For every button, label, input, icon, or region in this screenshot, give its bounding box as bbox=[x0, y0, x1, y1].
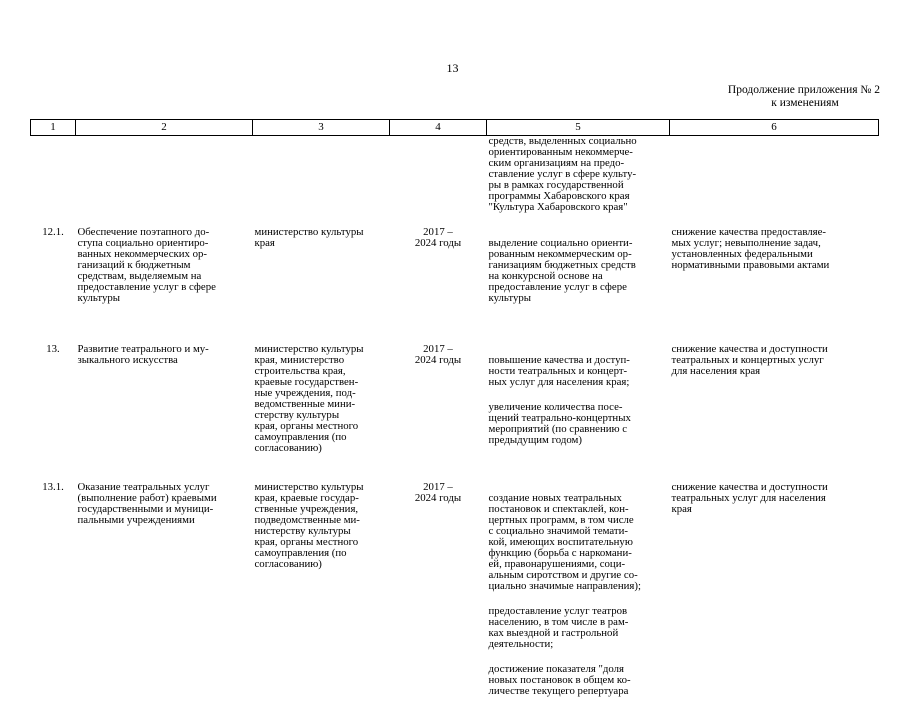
table-row-carry-over bbox=[31, 136, 879, 214]
column-header: 6 bbox=[670, 120, 879, 136]
column-header: 2 bbox=[76, 120, 253, 136]
row-consequences: снижение качества и доступности театральных и концертных услуг для населения края bbox=[671, 343, 828, 377]
row-period: 2017 – 2024 годы bbox=[414, 481, 462, 504]
row-consequences: снижение качества предоставляе- мых услуг; невыполнение задач, установленных федеральными нормативными правовыми актами bbox=[671, 226, 830, 271]
row-executor: министерство культуры края, краевые государ- ственные учреждения, подведомственные ми- нистерству культуры края, органы местного самоуправления (по согласованию) bbox=[254, 481, 364, 570]
result-item: создание новых театральных постановок и спектаклей, кон- цертных программ, в том числе с социально значимой темати- кой, имеющих воспитательную функцию (борьба с наркомани- ей, правонарушениями, соци- альным сиротством и другие со- циально значимые направления); bbox=[488, 492, 641, 592]
page-number: 13 bbox=[446, 61, 459, 75]
row-period: 2017 – 2024 годы bbox=[414, 226, 462, 249]
row-results bbox=[487, 344, 670, 460]
continuation-note bbox=[690, 84, 880, 110]
row-name: Развитие театрального и му- зыкального искусства bbox=[77, 343, 209, 366]
result-item: предоставление услуг театров населению, в том числе в рам- ках выездной и гастрольной деятельности; bbox=[488, 605, 629, 650]
row-period: 2017 – 2024 годы bbox=[414, 343, 462, 366]
row-number: 13. bbox=[46, 343, 60, 355]
result-item: выделение социально ориенти- рованным некоммерческим ор- ганизациям бюджетных средств на конкурсной основе на предоставление услуг в сфере культуры bbox=[488, 237, 636, 304]
table-row bbox=[31, 482, 879, 711]
row-number: 12.1. bbox=[42, 226, 64, 238]
carry-over-text: средств, выделенных социально ориентированным некоммерче- ским организациям на предо- ставление услуг в сфере культу- ры в рамках государственной программы Хабаровского края "Культура Хабаровского края" bbox=[488, 135, 637, 213]
row-executor: министерство культуры края bbox=[254, 226, 364, 249]
continuation-line-1: Продолжение приложения № 2 bbox=[727, 84, 880, 96]
row-executor: министерство культуры края, министерство строительства края, краевые государствен- ные учреждения, под- ведомственные мини- стерству культуры края, органы местного самоуправления (по согласованию) bbox=[254, 343, 364, 454]
result-item: достижение показателя "доля новых постановок в общем ко- личестве текущего репертуара bbox=[488, 663, 631, 697]
column-header: 5 bbox=[487, 120, 670, 136]
result-item: повышение качества и доступ- ности театральных и концерт- ных услуг для населения края; bbox=[488, 354, 630, 388]
row-number: 13.1. bbox=[42, 481, 64, 493]
activities-table bbox=[30, 119, 879, 711]
row-results bbox=[487, 227, 670, 318]
row-name: Обеспечение поэтапного до- ступа социально ориентиро- ванных некоммерческих ор- ганизаций к бюджетным средствам, выделяемым на предоставление услуг в сфере культуры bbox=[77, 226, 216, 304]
column-header: 4 bbox=[390, 120, 487, 136]
column-header: 3 bbox=[253, 120, 390, 136]
continuation-line-2: к изменениям bbox=[771, 97, 839, 109]
table-header-row bbox=[31, 120, 879, 136]
row-consequences: снижение качества и доступности театральных услуг для населения края bbox=[671, 481, 828, 515]
column-header: 1 bbox=[31, 120, 76, 136]
table-row bbox=[31, 344, 879, 460]
row-results bbox=[487, 482, 670, 711]
result-item: увеличение количества посе- щений театрально-концертных мероприятий (по сравнению с предыдущим годом) bbox=[488, 401, 631, 446]
row-name: Оказание театральных услуг (выполнение работ) краевыми государственными и муници- пальными учреждениями bbox=[77, 481, 217, 526]
table-row bbox=[31, 227, 879, 318]
